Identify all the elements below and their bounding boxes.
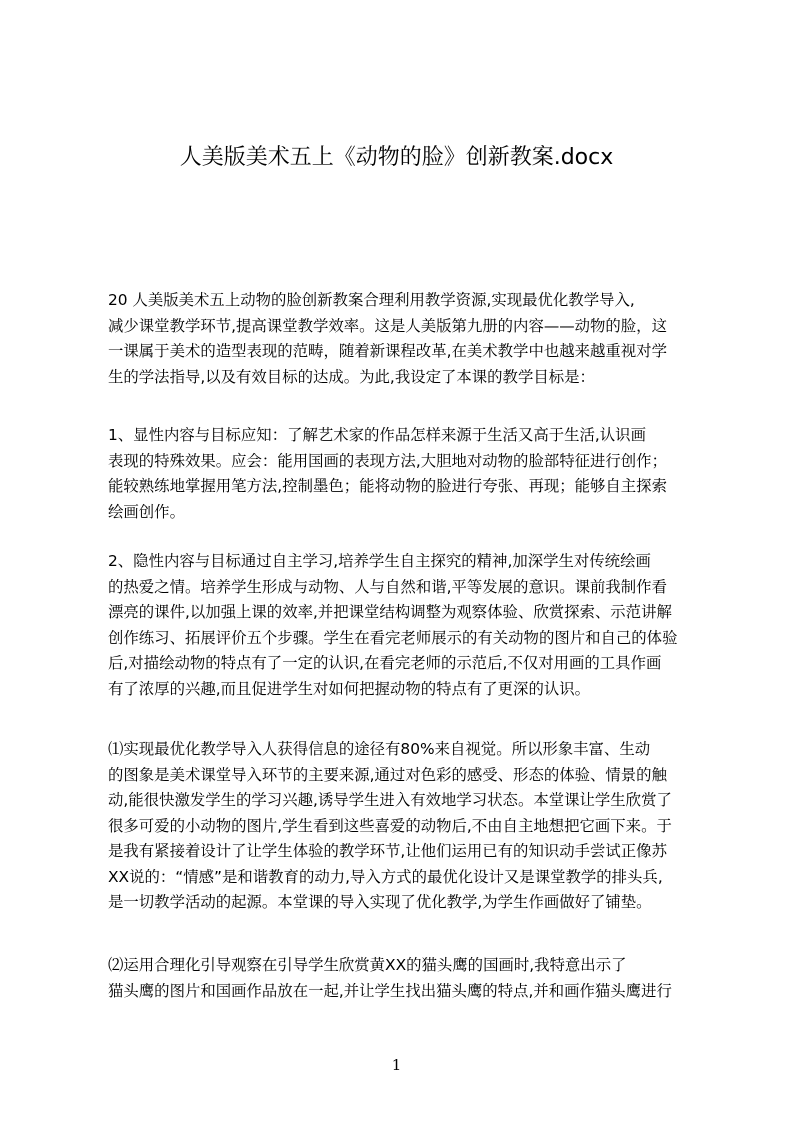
text-line: 是一切教学活动的起源。本堂课的导入实现了优化教学,为学生作画做好了铺垫。: [108, 893, 652, 911]
paragraph-guided-observation: [108, 953, 708, 1004]
page-number: 1: [391, 1056, 402, 1074]
text-line: 创作练习、拓展评价五个步骤。学生在看完老师展示的有关动物的图片和自己的体验: [108, 628, 678, 647]
text-line: 动,能很快激发学生的学习兴趣,诱导学生进入有效地学习状态。本堂课让学生欣赏了: [108, 791, 672, 809]
text-line: 生的学法指导,以及有效目标的达成。为此,我设定了本课的教学目标是：: [108, 367, 595, 386]
text-line: 20 人美版美术五上动物的脸创新教案合理利用教学资源,实现最优化教学导入,: [108, 291, 635, 309]
text-line: 漂亮的课件,以加强上课的效率,并把课堂结构调整为观察体验、欣赏探索、示范讲解: [108, 603, 672, 621]
text-line: 是我有紧接着设计了让学生体验的教学环节,让他们运用已有的知识动手尝试正像苏: [108, 842, 667, 860]
paragraph-implicit-goals: [108, 549, 708, 702]
text-line: XX说的：“情感”是和谐教育的动力,导入方式的最优化设计又是课堂教学的排头兵,: [108, 867, 663, 886]
text-line: 能较熟练地掌握用笔方法,控制墨色；能将动物的脸进行夸张、再现；能够自主探索: [108, 477, 667, 495]
text-line: ⑴实现最优化教学导入人获得信息的途径有80%来自视觉。所以形象丰富、生动: [108, 740, 651, 758]
text-line: 表现的特殊效果。应会：能用国画的表现方法,大胆地对动物的脸部特征进行创作；: [108, 451, 667, 470]
text-line: 有了浓厚的兴趣,而且促进学生对如何把握动物的特点有了更深的认识。: [108, 679, 591, 698]
text-line: 很多可爱的小动物的图片,学生看到这些喜爱的动物后,不由自主地想把它画下来。于: [108, 816, 672, 835]
text-line: 的热爱之情。培养学生形成与动物、人与自然和谐,平等发展的意识。课前我制作看: [108, 577, 667, 596]
paragraph-explicit-goals: [108, 423, 708, 525]
document-title: 人美版美术五上《动物的脸》创新教案.docx: [179, 145, 614, 170]
text-line: ⑵运用合理化引导观察在引导学生欣赏黄XX的猫头鹰的国画时,我特意出示了: [108, 956, 627, 974]
text-line: 猫头鹰的图片和国画作品放在一起,并让学生找出猫头鹰的特点,并和画作猫头鹰进行: [108, 981, 672, 1000]
paragraph-intro: [108, 288, 708, 390]
text-line: 的图象是美术课堂导入环节的主要来源,通过对色彩的感受、形态的体验、情景的触: [108, 765, 667, 784]
text-line: 绘画创作。: [108, 502, 185, 521]
text-line: 2、隐性内容与目标通过自主学习,培养学生自主探究的精神,加深学生对传统绘画: [108, 552, 651, 570]
text-line: 后,对描绘动物的特点有了一定的认识,在看完老师的示范后,不仅对用画的工具作画: [108, 654, 662, 672]
text-line: 1、显性内容与目标应知：了解艺术家的作品怎样来源于生活又高于生活,认识画: [108, 426, 646, 444]
paragraph-teaching-introduction: [108, 737, 708, 916]
text-line: 一课属于美术的造型表现的范畴，随着新课程改革,在美术教学中也越来越重视对学: [108, 342, 667, 360]
text-line: 减少课堂教学环节,提高课堂教学效率。这是人美版第九册的内容——动物的脸，这: [108, 316, 667, 335]
